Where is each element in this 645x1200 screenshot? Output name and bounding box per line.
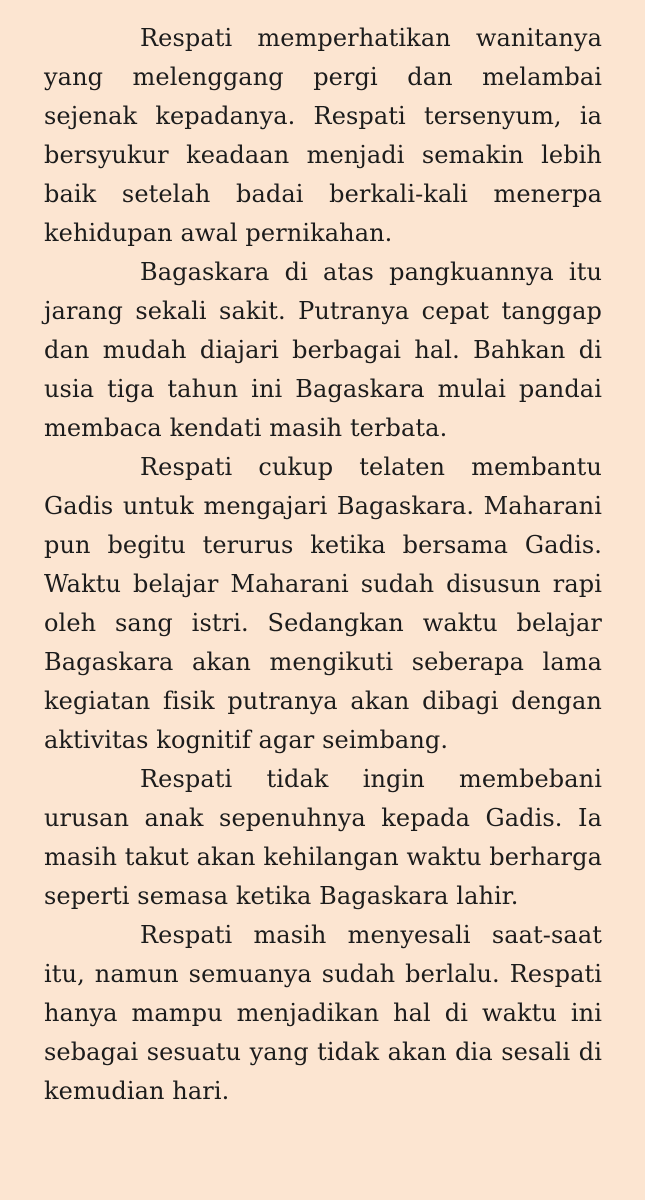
paragraph: Bagaskara di atas pangkuannya itu jarang sekali sakit. Putranya cepat tanggap dan mudah diajari berbagai hal. Bahkan di usia tiga tahun ini Bagaskara mulai pandai membaca kendati masih terbata. [44,258,602,442]
paragraph: Respati masih menyesali saat-saat itu, namun semuanya sudah berlalu. Respati hanya mampu menjadikan hal di waktu ini sebagai sesuatu yang tidak akan dia sesali di kemudian hari. [44,921,602,1105]
paragraph: Respati tidak ingin membebani urusan anak sepenuhnya kepada Gadis. Ia masih takut akan kehilangan waktu berharga seperti semasa ketika Bagaskara lahir. [44,765,602,910]
paragraph: Respati cukup telaten membantu Gadis untuk mengajari Bagaskara. Maharani pun begitu terurus ketika bersama Gadis. Waktu belajar Maharani sudah disusun rapi oleh sang istri. Sedangkan waktu belajar Bagaskara akan mengikuti seberapa lama kegiatan fisik putranya akan dibagi dengan aktivitas kognitif agar seimbang. [44,453,602,754]
paragraph: Respati memperhatikan wanitanya yang melenggang pergi dan melambai sejenak kepadanya. Respati tersenyum, ia bersyukur keadaan menjadi semakin lebih baik setelah badai berkali-kali menerpa kehidupan awal pernikahan. [44,24,602,247]
